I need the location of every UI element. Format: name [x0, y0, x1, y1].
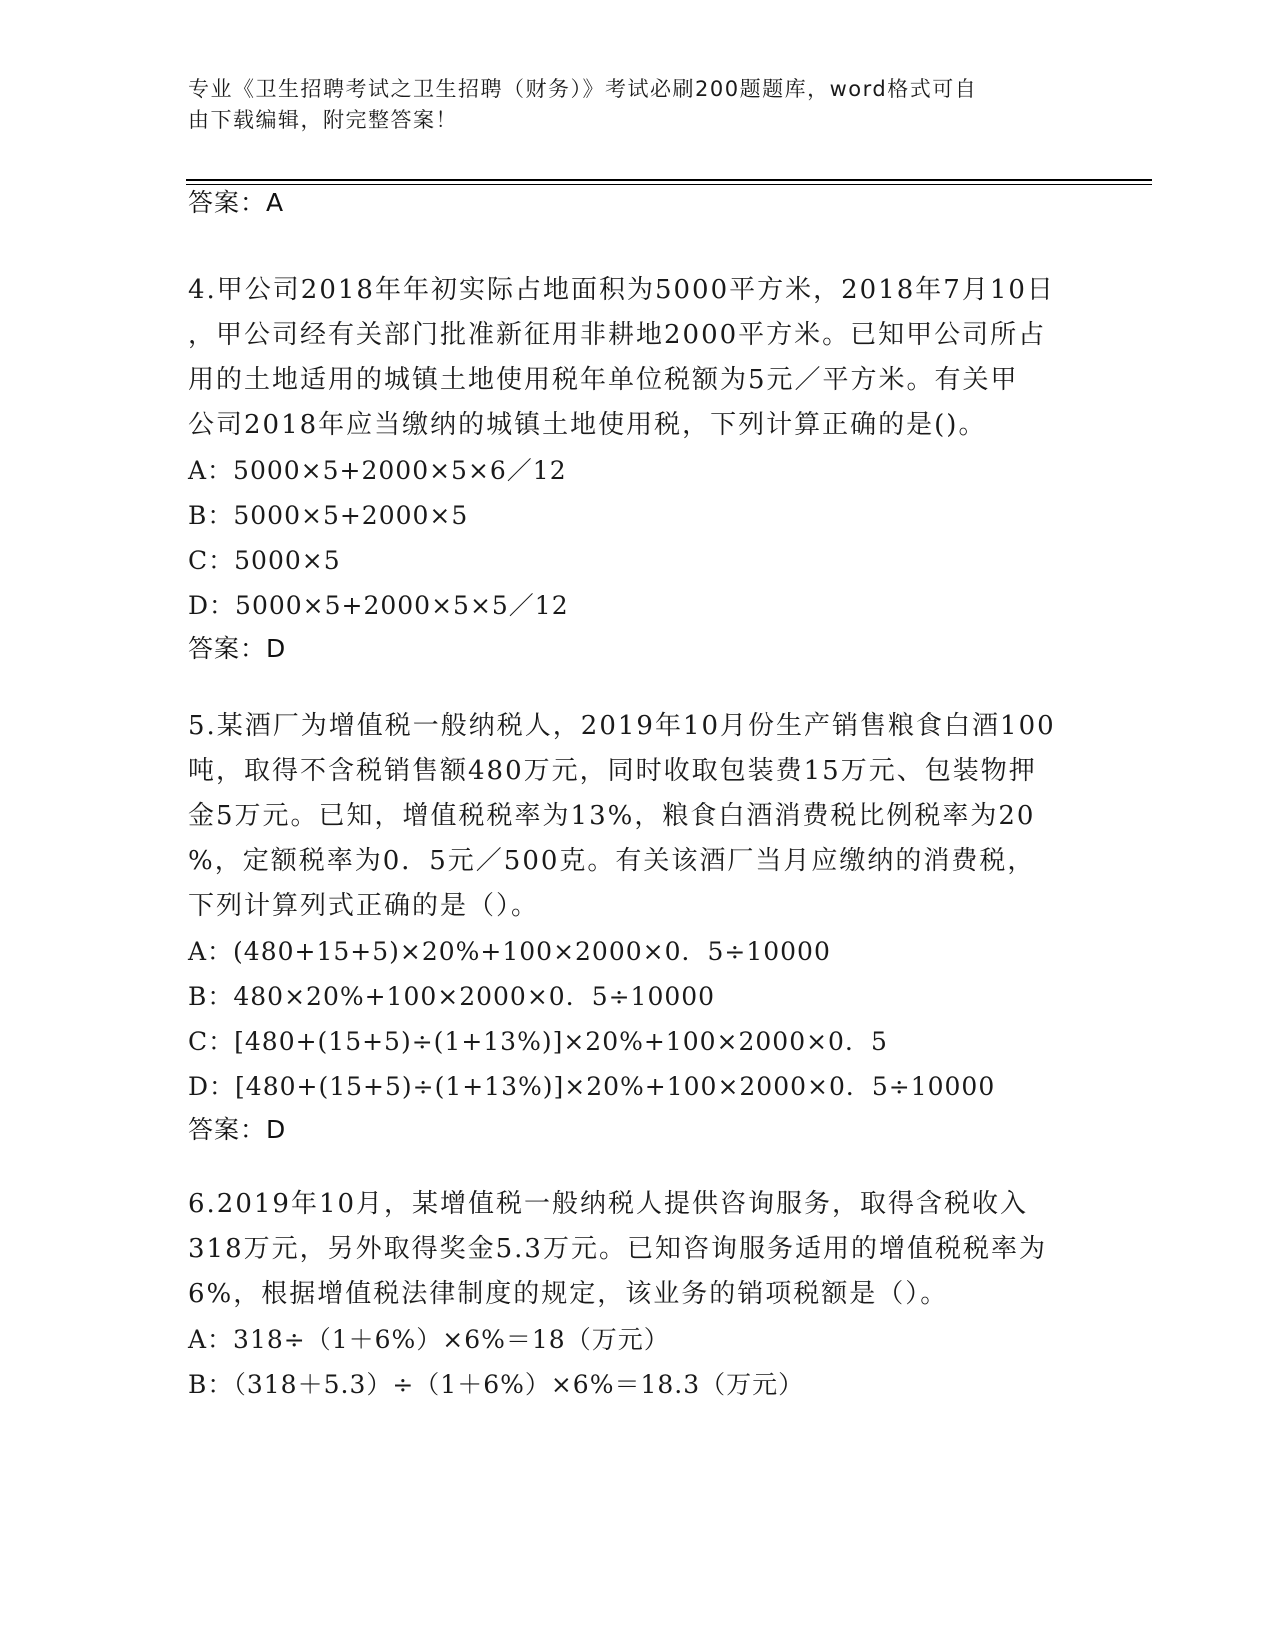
header-line-1: 专业《卫生招聘考试之卫生招聘（财务）》考试必刷200题题库，word格式可自 — [188, 77, 978, 101]
header-rule-thick — [186, 179, 1152, 181]
question-4-stem-line: 4.甲公司2018年年初实际占地面积为5000平方米，2018年7月10日 — [188, 275, 1055, 305]
header-line-2: 由下载编辑，附完整答案！ — [188, 108, 458, 132]
question-4-option-b: B：5000×5+2000×5 — [188, 501, 469, 530]
question-5-option-d: D：[480+(15+5)÷(1+13%)]×20%+100×2000×0．5÷10000 — [188, 1072, 996, 1101]
question-5-stem-line: 5.某酒厂为增值税一般纳税人，2019年10月份生产销售粮食白酒100 — [188, 711, 1056, 741]
question-6-stem-line: 318万元，另外取得奖金5.3万元。已知咨询服务适用的增值税税率为 — [188, 1234, 1047, 1264]
question-4-stem-line: 用的土地适用的城镇土地使用税年单位税额为5元／平方米。有关甲 — [188, 365, 1019, 395]
answer-prev: 答案：A — [188, 188, 285, 217]
question-4-stem-line: ，甲公司经有关部门批准新征用非耕地2000平方米。已知甲公司所占 — [188, 320, 1047, 350]
question-5 — [188, 704, 1088, 1145]
question-6-stem-line: 6%，根据增值税法律制度的规定，该业务的销项税额是（）。 — [188, 1279, 949, 1309]
question-4-answer: 答案：D — [188, 634, 287, 663]
question-5-option-c: C：[480+(15+5)÷(1+13%)]×20%+100×2000×0．5 — [188, 1027, 888, 1056]
question-5-stem-line: 下列计算列式正确的是（）。 — [188, 891, 540, 921]
question-6-option-b: B：（318＋5.3）÷（1＋6%）×6%＝18.3（万元） — [188, 1370, 805, 1399]
question-6 — [188, 1182, 1088, 1407]
question-4-option-a: A：5000×5+2000×5×6／12 — [188, 456, 567, 485]
question-5-option-a: A：(480+15+5)×20%+100×2000×0．5÷10000 — [188, 937, 831, 966]
question-4-option-d: D：5000×5+2000×5×5／12 — [188, 591, 569, 620]
question-4-option-c: C：5000×5 — [188, 546, 341, 575]
header-rule-thin — [186, 184, 1152, 185]
document-header — [188, 74, 1088, 136]
question-4 — [188, 268, 1088, 664]
question-6-option-a: A：318÷（1＋6%）×6%＝18（万元） — [188, 1325, 670, 1354]
question-4-stem-line: 公司2018年应当缴纳的城镇土地使用税，下列计算正确的是()。 — [188, 410, 987, 440]
question-5-stem-line: 金5万元。已知，增值税税率为13%，粮食白酒消费税比例税率为20 — [188, 801, 1036, 831]
question-5-option-b: B：480×20%+100×2000×0．5÷10000 — [188, 982, 716, 1011]
question-5-stem-line: %，定额税率为0．5元／500克。有关该酒厂当月应缴纳的消费税， — [188, 846, 1036, 876]
question-5-answer: 答案：D — [188, 1115, 287, 1144]
question-6-stem-line: 6.2019年10月，某增值税一般纳税人提供咨询服务，取得含税收入 — [188, 1189, 1029, 1219]
question-5-stem-line: 吨，取得不含税销售额480万元，同时收取包装费15万元、包装物押 — [188, 756, 1037, 786]
